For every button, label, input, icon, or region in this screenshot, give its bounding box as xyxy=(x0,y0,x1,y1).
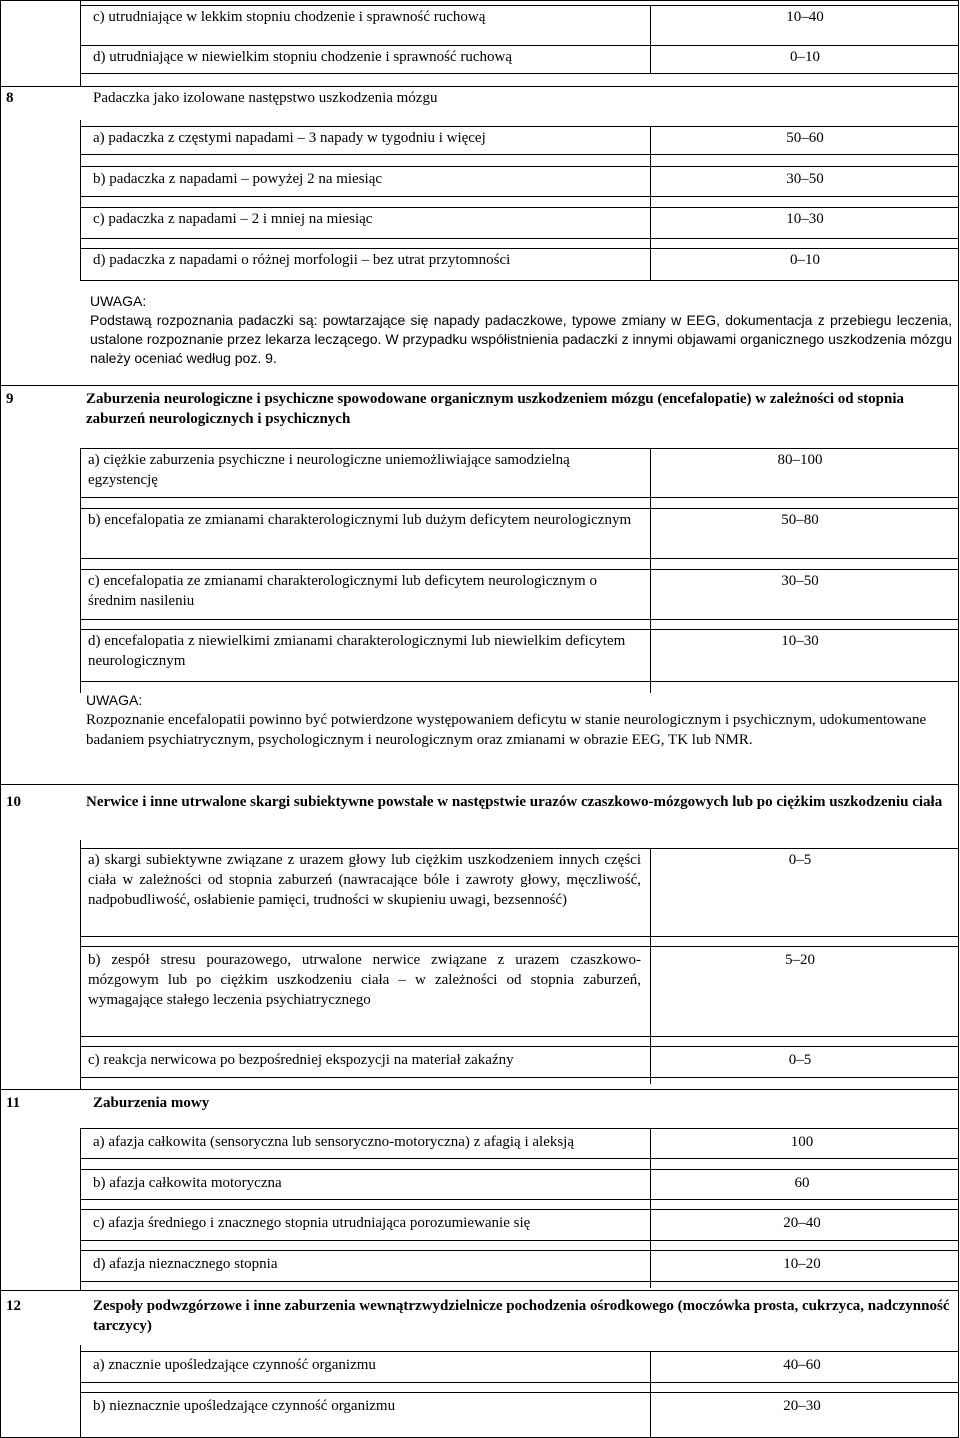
grid-line xyxy=(0,0,959,1)
item-label: b) zespół stresu pourazowego, utrwalone nerwice związane z urazem czaszkowo-mózgowym lub po ciężkim uszkodzeniu ciała – w zależności od stopnia zaburzeń, wymagające stałego leczenia psychiatrycznego xyxy=(88,952,641,1008)
item-points: 0–5 xyxy=(788,1052,812,1068)
item-label: a) skargi subiektywne związane z urazem głowy lub ciężkim uszkodzeniem innych części ciała w zależności od stopnia zaburzeń (nawracające bóle i zawroty głowy, męczliwość, nadpobudliwość, osłabienie pamięci, trudności w skupieniu uwagi, bezsenność) xyxy=(88,852,641,908)
grid-line xyxy=(80,1077,958,1078)
item-points: 10–30 xyxy=(786,211,824,227)
grid-line xyxy=(80,1199,958,1200)
row-title: Nerwice i inne utrwalone skargi subiektywne powstałe w następstwie urazów czaszkowo-mózgowych lub po ciężkim uszkodzeniu ciała xyxy=(86,794,943,810)
grid-line xyxy=(0,784,959,785)
grid-line xyxy=(958,0,959,1438)
grid-line xyxy=(650,5,958,6)
grid-line xyxy=(0,86,959,87)
grid-line xyxy=(650,448,651,693)
item-label: c) utrudniające w lekkim stopniu chodzenie i sprawność ruchową xyxy=(93,9,486,25)
grid-line xyxy=(0,1290,959,1291)
grid-line xyxy=(80,1128,958,1129)
grid-line xyxy=(80,154,958,155)
item-label: d) padaczka z napadami o różnej morfologii – bez utrat przytomności xyxy=(93,252,511,268)
item-points: 0–5 xyxy=(788,852,812,868)
item-label: c) reakcja nerwicowa po bezpośredniej ekspozycji na materiał zakaźny xyxy=(88,1052,514,1068)
grid-line xyxy=(80,681,958,682)
row-title: Zaburzenia mowy xyxy=(93,1095,210,1111)
grid-line xyxy=(80,1240,958,1241)
item-label: a) padaczka z częstymi napadami – 3 napady w tygodniu i więcej xyxy=(93,130,486,146)
grid-line xyxy=(80,1169,958,1170)
grid-line xyxy=(80,558,958,559)
grid-line xyxy=(80,848,958,849)
grid-line xyxy=(80,946,958,947)
grid-line xyxy=(650,73,958,74)
grid-line xyxy=(0,1089,959,1090)
item-points: 20–30 xyxy=(783,1398,821,1414)
grid-line xyxy=(650,1351,651,1438)
grid-line xyxy=(80,936,958,937)
row-number: 12 xyxy=(6,1298,21,1314)
grid-line xyxy=(80,280,958,281)
item-points: 10–40 xyxy=(786,9,824,25)
item-label: d) utrudniające w niewielkim stopniu chodzenie i sprawność ruchową xyxy=(93,49,513,65)
row-title: Zespoły podwzgórzowe i inne zaburzenia wewnątrzwydzielnicze pochodzenia ośrodkowego (moczówka prosta, cukrzyca, nadczynność tarczycy) xyxy=(93,1298,950,1334)
item-label: d) encefalopatia z niewielkimi zmianami charakterologicznymi lub niewielkim deficytem neurologicznym xyxy=(88,633,626,669)
grid-line xyxy=(80,619,958,620)
grid-line xyxy=(80,5,650,6)
row-number: 8 xyxy=(6,90,14,106)
grid-line xyxy=(80,1392,958,1393)
item-label: d) afazja nieznacznego stopnia xyxy=(93,1256,278,1272)
item-points: 10–20 xyxy=(783,1256,821,1272)
item-label: c) afazja średniego i znacznego stopnia utrudniająca porozumiewanie się xyxy=(93,1215,531,1231)
grid-line xyxy=(80,1158,958,1159)
grid-line xyxy=(650,848,651,1084)
grid-line xyxy=(80,1250,958,1251)
item-label: b) nieznacznie upośledzające czynność organizmu xyxy=(93,1398,396,1414)
grid-line xyxy=(80,1382,958,1383)
grid-line xyxy=(80,248,958,249)
grid-line xyxy=(80,207,958,208)
item-label: c) encefalopatia ze zmianami charakterologicznymi lub deficytem neurologicznym o średnim nasileniu xyxy=(88,573,597,609)
grid-line xyxy=(650,45,958,46)
item-points: 50–80 xyxy=(781,512,819,528)
item-label: a) ciężkie zaburzenia psychiczne i neurologiczne uniemożliwiające samodzielną egzystencję xyxy=(88,452,570,488)
item-label: b) afazja całkowita motoryczna xyxy=(93,1175,282,1191)
item-label: a) afazja całkowita (sensoryczna lub sensoryczno-motoryczna) z afagią i aleksją xyxy=(93,1134,575,1150)
grid-line xyxy=(0,385,959,386)
grid-line xyxy=(650,126,651,281)
grid-line xyxy=(80,508,958,509)
row-number: 10 xyxy=(6,794,21,810)
item-label: b) encefalopatia ze zmianami charakterologicznymi lub dużym deficytem neurologicznym xyxy=(88,512,632,528)
item-points: 5–20 xyxy=(785,952,815,968)
item-points: 60 xyxy=(794,1175,810,1191)
grid-line xyxy=(0,0,1,1438)
note-text: Rozpoznanie encefalopatii powinno być potwierdzone występowaniem deficytu w stanie neurologicznym i psychicznym, udokumentowane badaniem psychiatrycznym, psychologicznym i neurologicznym oraz zmianami w obrazie EEG, TK lub NMR. xyxy=(86,712,927,748)
grid-line xyxy=(650,1128,651,1288)
grid-line xyxy=(80,1209,958,1210)
item-points: 100 xyxy=(790,1134,814,1150)
grid-line xyxy=(80,448,958,449)
grid-line xyxy=(80,73,650,74)
grid-line xyxy=(80,448,81,693)
grid-line xyxy=(80,1351,958,1352)
item-points: 10–30 xyxy=(781,633,819,649)
grid-line xyxy=(80,120,81,280)
item-points: 0–10 xyxy=(790,252,820,268)
item-points: 50–60 xyxy=(786,130,824,146)
grid-line xyxy=(80,840,81,1090)
grid-line xyxy=(80,497,958,498)
grid-line xyxy=(80,1036,958,1037)
grid-line xyxy=(80,569,958,570)
grid-line xyxy=(650,5,651,74)
row-title: Padaczka jako izolowane następstwo uszkodzenia mózgu xyxy=(93,90,438,106)
note-label: UWAGA: xyxy=(90,293,147,309)
item-points: 80–100 xyxy=(777,452,823,468)
grid-line xyxy=(80,629,958,630)
row-title: Zaburzenia neurologiczne i psychiczne spowodowane organicznym uszkodzeniem mózgu (encefalopatie) w zależności od stopnia zaburzeń neurologicznych i psychicznych xyxy=(86,391,905,427)
note-label: UWAGA: xyxy=(86,692,143,708)
item-label: c) padaczka z napadami – 2 i mniej na miesiąc xyxy=(93,211,373,227)
grid-line xyxy=(80,1281,958,1282)
item-points: 30–50 xyxy=(786,171,824,187)
grid-line xyxy=(80,196,958,197)
item-points: 20–40 xyxy=(783,1215,821,1231)
grid-line xyxy=(80,126,958,127)
item-label: b) padaczka z napadami – powyżej 2 na miesiąc xyxy=(93,171,383,187)
item-label: a) znacznie upośledzające czynność organizmu xyxy=(93,1357,376,1373)
item-points: 30–50 xyxy=(781,573,819,589)
item-points: 40–60 xyxy=(783,1357,821,1373)
grid-line xyxy=(80,45,650,46)
grid-line xyxy=(80,238,958,239)
item-points: 0–10 xyxy=(790,49,820,65)
grid-line xyxy=(80,1046,958,1047)
row-number: 9 xyxy=(6,391,14,407)
row-number: 11 xyxy=(6,1095,21,1111)
grid-line xyxy=(80,166,958,167)
note-text: Podstawą rozpoznania padaczki są: powtarzające się napady padaczkowe, typowe zmiany w EEG, dokumentacja z przebiegu leczenia, ustalone rozpoznanie przez lekarza leczącego. W przypadku współistnienia padaczki z innymi objawami organicznego uszkodzenia mózgu należy oceniać według poz. 9. xyxy=(90,312,952,366)
